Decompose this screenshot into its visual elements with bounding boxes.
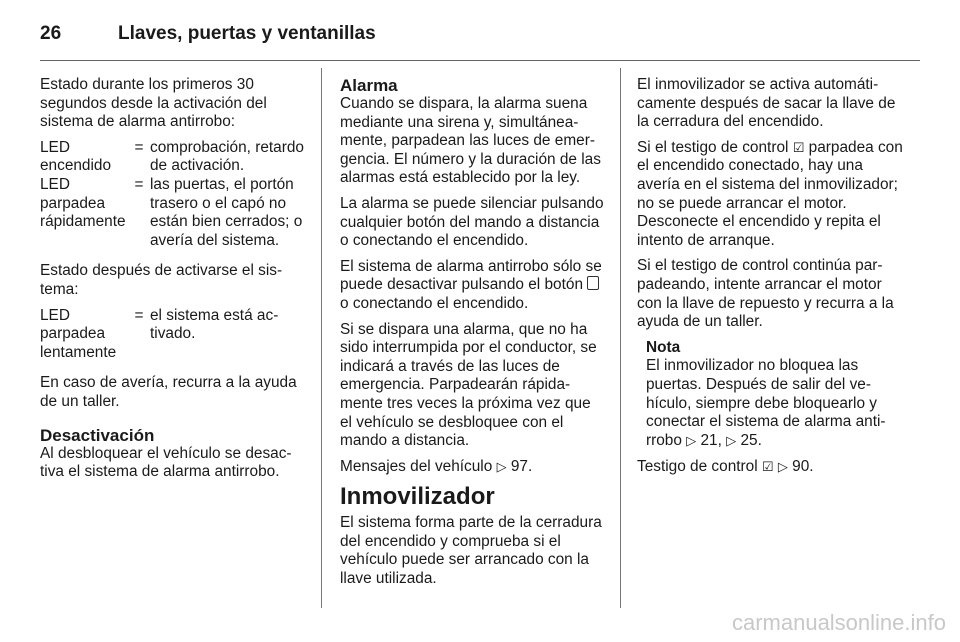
testigo-text: Testigo de control [637, 458, 758, 476]
testigo-line [637, 458, 904, 477]
alarm-paragraph-4: Si se dispara una alarma, que no ha sido interrumpida por el conductor, se indicará a través de las luces de emergencia. Parpadearán rápidamente tres veces la próxima vez que el vehículo se desbloquee con el mando a distancia. [340, 320, 597, 450]
status-eq: = [134, 138, 144, 156]
page-reference-icon: ▷ [496, 458, 507, 474]
messages-line [340, 458, 604, 477]
alarm-p3-start: El sistema de alarma antirrobo sólo se puede desactivar pulsando el botón [340, 257, 602, 294]
warning-light-paragraph [637, 139, 904, 251]
status-desc: comprobación, retardo de activación. [150, 138, 304, 175]
page-title: Llaves, puertas y ventanillas [118, 23, 376, 44]
column-3 [637, 76, 904, 484]
deactivation-text: Al desbloquear el vehículo se desactiva el sistema de alarma antirrobo. [40, 444, 292, 481]
column-divider-2 [620, 68, 621, 608]
after-term: LED parpadea lentamente [40, 306, 117, 361]
page-reference-icon: ▷ [726, 432, 737, 448]
note-box [646, 339, 904, 451]
deactivation-heading: Desactivación [40, 425, 155, 445]
note-title: Nota [646, 338, 681, 356]
alarm-p3-end: o conectando el encendido. [340, 294, 529, 312]
status-desc: las puertas, el portón trasero o el capó no están bien cerrados; o avería del sistema. [150, 175, 303, 249]
immobilizer-activation-text: El inmovilizador se activa automáticamente después de sacar la llave de la cerradura del encendido. [637, 76, 896, 131]
testigo-page-ref[interactable]: 90. [792, 458, 814, 476]
page-reference-icon: ▷ [686, 432, 697, 448]
immobilizer-text: El sistema forma parte de la cerradura del encendido y comprueba si el vehículo puede ser arrancado con la llave utilizada. [340, 514, 602, 588]
after-table [40, 307, 304, 363]
immobilizer-warning-icon: ☑ [792, 139, 805, 155]
warning-p-start: Si el testigo de control [637, 138, 789, 156]
column-2 [340, 76, 604, 596]
watermark: carmanualsonline.info [731, 610, 946, 635]
note-ref-1[interactable]: 21, [700, 431, 722, 449]
alarm-paragraph-3 [340, 258, 604, 314]
after-eq: = [134, 306, 144, 324]
status-table [40, 139, 304, 251]
after-desc: el sistema está activado. [150, 306, 279, 343]
header-rule [40, 60, 920, 61]
fault-text: En caso de avería, recurra a la ayuda de un taller. [40, 374, 297, 410]
immobilizer-warning-icon: ☑ [761, 459, 774, 475]
after-intro: Estado después de activarse el sistema: [40, 262, 283, 298]
column-divider-1 [321, 68, 322, 608]
lock-button-icon [587, 276, 599, 290]
immobilizer-heading: Inmovilizador [340, 483, 495, 511]
page-number: 26 [40, 23, 62, 44]
alarm-paragraph-1: Cuando se dispara, la alarma suena mediante una sirena y, simultáneamente, parpadean las luces de emergencia. El número y la duración de las alarmas está establecido por la ley. [340, 95, 601, 187]
status-term: LED parpadea rápidamente [40, 175, 126, 231]
status-term: LED encendido [40, 138, 112, 175]
messages-page-ref[interactable]: 97. [510, 457, 533, 475]
note-text: El inmovilizador no bloquea las puertas. Después de salir del vehículo, siempre debe bloquearlo y conectar el sistema de alarma antirrobo [646, 357, 886, 449]
alarm-heading: Alarma [340, 76, 398, 95]
status-eq: = [134, 175, 144, 193]
continued-flashing-text: Si el testigo de control continúa parpadeando, intente arrancar el motor con la llave de repuesto y recurra a la ayuda de un taller. [637, 257, 894, 331]
status-intro: Estado durante los primeros 30 segundos desde la activación del sistema de alarma antirrobo: [40, 76, 267, 131]
messages-text: Mensajes del vehículo [340, 457, 493, 475]
alarm-paragraph-2: La alarma se puede silenciar pulsando cualquier botón del mando a distancia o conectando el encendido. [340, 194, 604, 250]
note-ref-2[interactable]: 25. [740, 431, 762, 449]
page-reference-icon: ▷ [777, 459, 788, 475]
page-header [40, 14, 920, 54]
warning-p-end: parpadea con el encendido conectado, hay una avería en el sistema del inmovilizador; no se puede arrancar el motor. Desconecte el encendido y repita el intento de arranque. [637, 138, 903, 249]
column-1 [40, 76, 304, 489]
